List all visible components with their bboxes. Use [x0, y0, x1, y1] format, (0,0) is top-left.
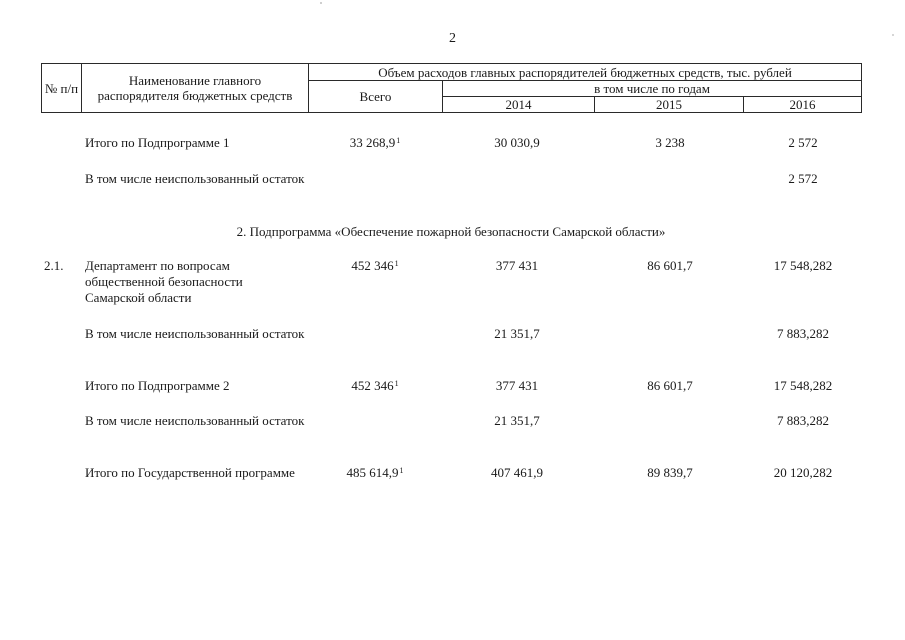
row-name: Итого по Подпрограмме 1 [85, 135, 230, 150]
header-by-years [443, 81, 862, 97]
header-total-label: Всего [359, 89, 392, 104]
row-name: Департамент по вопросам общественной безопасности Самарской области [85, 258, 243, 305]
row-total [308, 378, 442, 394]
row-2014: 377 431 [495, 378, 539, 393]
row-2015: 86 601,7 [647, 258, 693, 273]
row-name: В том числе неиспользованный остаток [85, 171, 305, 186]
header-year-2014-label: 2014 [505, 97, 532, 112]
header-year-2014 [443, 97, 595, 113]
row-2014: 30 030,9 [494, 135, 540, 150]
budget-table-header [41, 63, 862, 113]
row-total [308, 258, 442, 274]
row-2014: 21 351,7 [494, 413, 540, 428]
footnote-marker: 1 [394, 379, 399, 388]
header-year-2015-label: 2015 [656, 97, 682, 112]
row-2015: 3 238 [655, 135, 685, 150]
header-name [82, 64, 309, 113]
header-volume [309, 64, 862, 81]
header-total [309, 81, 443, 113]
header-name-label: Наименование главного распорядителя бюджетных средств [97, 73, 293, 103]
row-total [308, 465, 442, 481]
row-total [308, 135, 442, 151]
row-total-value: 452 346 [351, 258, 394, 273]
row-2014: 377 431 [495, 258, 539, 273]
row-2016: 7 883,282 [777, 326, 829, 341]
row-2014: 407 461,9 [491, 465, 543, 480]
header-volume-label: Объем расходов главных распорядителей бюджетных средств, тыс. рублей [378, 64, 792, 80]
footnote-marker: 1 [396, 136, 401, 145]
row-2015: 89 839,7 [647, 465, 693, 480]
row-name: Итого по Подпрограмме 2 [85, 378, 230, 393]
page-number: 2 [449, 31, 456, 46]
row-total-value: 485 614,9 [346, 465, 399, 480]
header-num [42, 64, 82, 113]
row-2016: 17 548,282 [773, 258, 833, 273]
row-2016: 17 548,282 [773, 378, 833, 393]
row-name: Итого по Государственной программе [85, 465, 295, 480]
row-2016: 20 120,282 [773, 465, 833, 480]
row-total-value: 452 346 [351, 378, 394, 393]
row-2016: 2 572 [788, 171, 818, 186]
row-2015: 86 601,7 [647, 378, 693, 393]
row-2014: 21 351,7 [494, 326, 540, 341]
row-name: В том числе неиспользованный остаток [85, 326, 305, 341]
scan-speck [320, 2, 322, 4]
section-title: 2. Подпрограмма «Обеспечение пожарной безопасности Самарской области» [236, 224, 666, 239]
header-year-2016-label: 2016 [789, 97, 816, 112]
header-year-2015 [595, 97, 744, 113]
footnote-marker: 1 [399, 466, 404, 475]
header-num-label: № п/п [44, 80, 79, 96]
header-year-2016 [744, 97, 862, 113]
footnote-marker: 1 [394, 259, 399, 268]
row-total-value: 33 268,9 [349, 135, 396, 150]
row-2016: 2 572 [788, 135, 818, 150]
row-name: В том числе неиспользованный остаток [85, 413, 305, 428]
header-by-years-label: в том числе по годам [594, 81, 710, 96]
row-2016: 7 883,282 [777, 413, 829, 428]
row-num: 2.1. [44, 258, 64, 273]
